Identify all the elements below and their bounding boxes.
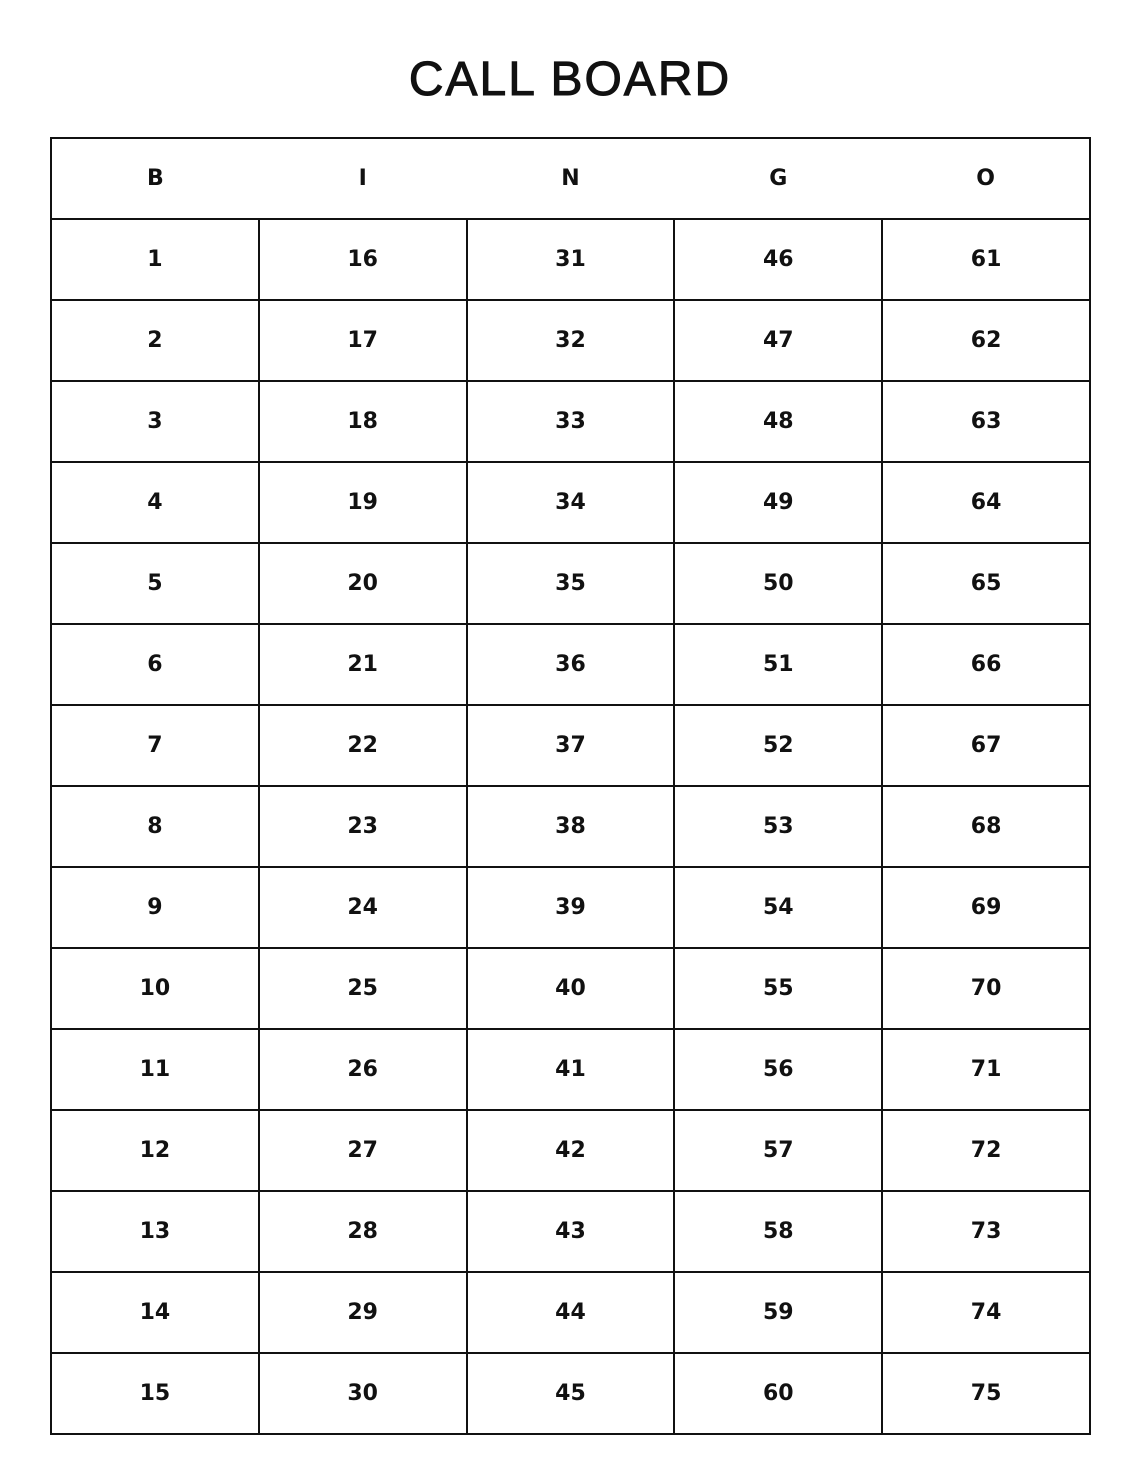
number-cell-g: 47 (674, 300, 882, 381)
number-cell-o: 75 (882, 1353, 1090, 1434)
table-row (51, 948, 1090, 1029)
number-cell-g: 51 (674, 624, 882, 705)
number-cell-n: 37 (467, 705, 675, 786)
number-cell-o: 65 (882, 543, 1090, 624)
call-board-table (50, 137, 1091, 1435)
number-cell-g: 49 (674, 462, 882, 543)
number-cell-o: 63 (882, 381, 1090, 462)
number-cell-o: 67 (882, 705, 1090, 786)
number-cell-o: 62 (882, 300, 1090, 381)
number-cell-o: 73 (882, 1191, 1090, 1272)
number-cell-n: 38 (467, 786, 675, 867)
number-cell-i: 18 (259, 381, 467, 462)
number-cell-i: 22 (259, 705, 467, 786)
column-header-o: O (882, 138, 1090, 219)
number-cell-n: 39 (467, 867, 675, 948)
number-cell-b: 14 (51, 1272, 259, 1353)
number-cell-n: 33 (467, 381, 675, 462)
number-cell-n: 31 (467, 219, 675, 300)
number-cell-g: 48 (674, 381, 882, 462)
column-header-g: G (674, 138, 882, 219)
number-cell-b: 2 (51, 300, 259, 381)
number-cell-b: 15 (51, 1353, 259, 1434)
number-cell-i: 17 (259, 300, 467, 381)
column-header-b: B (51, 138, 259, 219)
number-cell-g: 58 (674, 1191, 882, 1272)
number-cell-g: 56 (674, 1029, 882, 1110)
table-row (51, 1029, 1090, 1110)
table-row (51, 705, 1090, 786)
number-cell-i: 25 (259, 948, 467, 1029)
table-row (51, 381, 1090, 462)
number-cell-o: 71 (882, 1029, 1090, 1110)
number-cell-n: 34 (467, 462, 675, 543)
page-title: CALL BOARD (408, 53, 732, 106)
number-cell-b: 5 (51, 543, 259, 624)
number-cell-n: 43 (467, 1191, 675, 1272)
number-cell-o: 66 (882, 624, 1090, 705)
number-cell-g: 53 (674, 786, 882, 867)
number-cell-o: 74 (882, 1272, 1090, 1353)
number-cell-n: 35 (467, 543, 675, 624)
number-cell-g: 60 (674, 1353, 882, 1434)
number-cell-b: 11 (51, 1029, 259, 1110)
number-cell-o: 72 (882, 1110, 1090, 1191)
number-cell-i: 20 (259, 543, 467, 624)
number-cell-i: 23 (259, 786, 467, 867)
table-row (51, 1191, 1090, 1272)
number-cell-o: 61 (882, 219, 1090, 300)
number-cell-b: 1 (51, 219, 259, 300)
number-cell-g: 46 (674, 219, 882, 300)
number-cell-i: 19 (259, 462, 467, 543)
number-cell-i: 28 (259, 1191, 467, 1272)
number-cell-g: 57 (674, 1110, 882, 1191)
number-cell-n: 32 (467, 300, 675, 381)
number-cell-i: 26 (259, 1029, 467, 1110)
number-cell-g: 50 (674, 543, 882, 624)
number-cell-n: 41 (467, 1029, 675, 1110)
table-row (51, 867, 1090, 948)
number-cell-o: 69 (882, 867, 1090, 948)
number-cell-b: 13 (51, 1191, 259, 1272)
number-cell-o: 64 (882, 462, 1090, 543)
table-row (51, 1353, 1090, 1434)
table-row (51, 624, 1090, 705)
number-cell-n: 45 (467, 1353, 675, 1434)
number-cell-g: 59 (674, 1272, 882, 1353)
number-cell-i: 27 (259, 1110, 467, 1191)
number-cell-g: 54 (674, 867, 882, 948)
number-cell-b: 7 (51, 705, 259, 786)
number-cell-g: 52 (674, 705, 882, 786)
number-cell-n: 44 (467, 1272, 675, 1353)
number-cell-n: 40 (467, 948, 675, 1029)
column-header-i: I (259, 138, 467, 219)
table-row (51, 1272, 1090, 1353)
header-row (51, 138, 1090, 219)
number-cell-b: 4 (51, 462, 259, 543)
call-board-body (51, 138, 1090, 1434)
column-header-n: N (467, 138, 675, 219)
number-cell-b: 6 (51, 624, 259, 705)
number-cell-b: 10 (51, 948, 259, 1029)
number-cell-b: 3 (51, 381, 259, 462)
number-cell-b: 12 (51, 1110, 259, 1191)
number-cell-n: 36 (467, 624, 675, 705)
number-cell-i: 30 (259, 1353, 467, 1434)
number-cell-n: 42 (467, 1110, 675, 1191)
number-cell-i: 29 (259, 1272, 467, 1353)
table-row (51, 300, 1090, 381)
number-cell-i: 21 (259, 624, 467, 705)
table-row (51, 462, 1090, 543)
table-row (51, 1110, 1090, 1191)
number-cell-b: 8 (51, 786, 259, 867)
number-cell-i: 24 (259, 867, 467, 948)
number-cell-i: 16 (259, 219, 467, 300)
table-row (51, 786, 1090, 867)
number-cell-o: 70 (882, 948, 1090, 1029)
table-row (51, 543, 1090, 624)
number-cell-b: 9 (51, 867, 259, 948)
number-cell-g: 55 (674, 948, 882, 1029)
number-cell-o: 68 (882, 786, 1090, 867)
table-row (51, 219, 1090, 300)
